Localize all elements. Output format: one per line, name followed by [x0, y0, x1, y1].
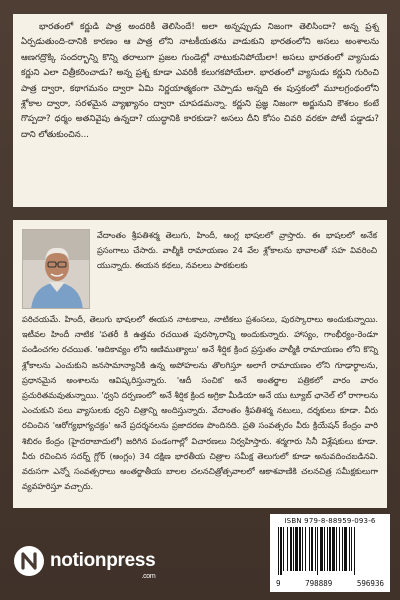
barcode-bar [324, 527, 325, 571]
barcode-bar [344, 527, 347, 571]
author-bio-intro: వేదాంతం శ్రీపతిశర్మ తెలుగు, హిందీ, ఆంగ్ల భాషలలో వ్రాస్తారు. ఈ భాషలలో అనేక ప్రసంగాలు చేసారు. వాల్మీకి రామాయణం 24 వేల శ్లోకాలను భావాలతో సహ వివరించి యున్నారు. ఈయన కథలు, నవలలు పాఠకులకు [97, 230, 377, 271]
author-portrait-image [23, 230, 90, 309]
author-bio-panel [13, 220, 387, 508]
barcode-bar [309, 527, 310, 571]
barcode-bar [317, 527, 318, 575]
barcode-bar [295, 527, 298, 571]
barcode-bar [280, 527, 282, 575]
synopsis-panel [13, 14, 387, 207]
barcode-digit-group: 9 [276, 579, 281, 588]
barcode-bar [354, 527, 355, 575]
barcode-bars [274, 525, 386, 575]
publisher-name [50, 550, 156, 580]
isbn-barcode [270, 514, 390, 592]
barcode-bar [329, 527, 331, 571]
barcode-bar [305, 527, 306, 571]
barcode-bar [349, 527, 350, 571]
isbn-label: ISBN 979-8-88959-093-6 [284, 517, 376, 525]
author-photo [22, 229, 90, 309]
barcode-bar [302, 527, 303, 571]
publisher-domain-suffix: .com [141, 573, 156, 580]
barcode-bar [339, 527, 340, 571]
barcode-digits [274, 579, 386, 588]
barcode-digit-group: 798889 [305, 579, 333, 588]
barcode-bar [336, 527, 337, 571]
barcode-bar [311, 527, 313, 571]
barcode-bar [293, 527, 294, 571]
publisher-logo [14, 544, 155, 578]
barcode-bar [290, 527, 292, 571]
synopsis-text: భారతంలో కర్ణుడి పాత్ర అందరికీ తెలిసిందే! అలా అన్నప్పుడు నిజంగా తెలిసిందా? అన్న ప్రశ్న ఏర్పడుతుంది-దానికి కారణం ఆ పాత్ర లోని నాటకీయతను వాడుకుని భారతంలోని అసలు అంశాలను ఆణగద్రొక్కి సందర్భాన్ని కొన్ని తరాలుగా ప్రజల గుండెల్లో నాటుకునిపోయేలా! అసలు భారతంలో వ్యాసుడు కర్ణుని ఎలా చిత్రీకరించాడు? అన్న ప్రశ్న కూడా ఎవరికీ కలుగకపోయేలా. భారతంలో వ్యాసుడు కర్ణుని గురించి పాత్ర ద్వారా, కథాగమనం ద్వారా ఏమి నిర్ణయాత్మకంగా చెప్పాడు అన్నది ఈ పుస్తకంలో మూలగ్రంథంలోని శ్లోకాల ద్వారా, సరళమైన వ్యాఖ్యానం ద్వారా చూపడమన్నా. కర్ణుని ప్రజ్ఞ నిజంగా అర్జునుని కౌశలం కంటే గొప్పదా? ధర్మం అతనివైపు ఉన్నదా? యుద్ధానికి కారకుడా? అసలు దీని కోసం చివరి వరకూ పోటీ పడ్డాడు? దాని లోతుకుంచిన... [21, 22, 379, 140]
barcode-bar [342, 527, 343, 571]
barcode-bar [327, 527, 328, 571]
barcode-bar [320, 527, 323, 571]
barcode-bar [287, 527, 288, 571]
publisher-name-text: notionpress [50, 550, 156, 571]
barcode-bar [278, 527, 279, 575]
author-bio-body: పరిచయమే. హిందీ, తెలుగు భాషలలో ఈయన నాటకాలు, నాటికలు ప్రశంసలు, పురస్కారాలు అందుకున్నాయి. ఇటీవల హిందీ నాటిక 'పతరీ కి ఉత్తమ రచయిత పురస్కారాన్ని అందుకున్నారు. హాస్యం, గాంభీర్యం-రెండూ పండించగల రచయిత. 'ఆదికావ్యం లోని ఆణిముత్యాలు' అనే శీర్షిక క్రింద ప్రస్తుతం వాల్మీకి రామాయణం లోని కొన్ని శ్లోకాలను ఎంచుకుని జనసామాన్యానికి ఉన్న అపోహలను తొలగిస్తూ అలాగే రామాయణం లోని గూఢార్థాలను, ప్రధానమైన అంశాలను ఆవిష్కరిస్తున్నారు. 'ఆదీ సంచిక' అనే అంతర్జాల పత్రికలో వారం వారం ప్రచురితమవుతున్నాయి. 'ధ్వని దర్పణంలో' అనే శీర్షిక క్రింద అగ్రికా మీడియా అనే యు ట్యూబ్ ఛానెల్ లో రాగాలను ఎంచుకుని పలు వ్యాసులకు ధ్వని చిత్రాన్ని అందిస్తున్నారు. వేదాంతం శ్రీపతిశర్మ నటులు, దర్శకులు కూడా. వీరు రచించిన 'ఆరోగ్యభాగ్యచక్రం' అనే ప్రదర్శనలను ప్రజాదరణ పొందినది. ప్రతి సంవత్సరం వీరు క్రియేషన్ కేంద్రం వారి శిబిరం కేంద్రం (హైదరాబాదులో) జరిగిన పండంగాల్లో విచారణలు నిర్వహిస్తారు. శర్మగారు సినీ విశ్లేషకులు కూడా. వీరు రచించిన సదర్న్ గ్లోర్ (ఆంగ్లం) 34 దక్షిణ భారతీయ చిత్రాల సమీక్ష తెలుగులో కూడా అనువదించబడినవి. వరుసగా ఎన్నో సంవత్సరాలు అంతర్జాతీయ బాలల చలనచిత్రోత్సవాలలో ఆకాశవాణికి చలనచిత్ర సమీక్షకులుగా వ్యవహరిస్తూ వచ్చారు. [22, 314, 378, 492]
barcode-bar [299, 527, 301, 571]
barcode-bar [315, 527, 316, 571]
notionpress-n-icon [14, 546, 44, 576]
barcode-bar [283, 527, 284, 571]
barcode-bar [351, 527, 352, 571]
barcode-digit-group: 596936 [356, 579, 384, 588]
barcode-bar [332, 527, 335, 571]
